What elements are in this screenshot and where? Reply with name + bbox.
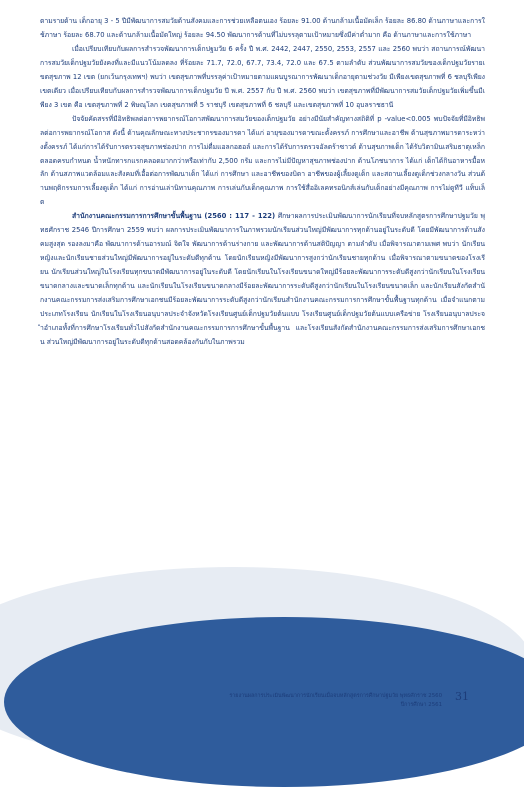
paragraph-obec-study xyxy=(40,210,485,350)
paragraph-text: ปัจจัยคัดสรรที่มีอิทธิพลต่อการพยากรณ์โอกาสพัฒนาการสมวัยของเด็กปฐมวัย อย่างมีนัยสำคัญทางสถิติที่ p -value<0.005 พบปัจจัยที่มีอิทธิพลต่อการพยากรณ์โอกาส ดังนี้ ด้านคุณลักษณะทางประชากรของมารดา ได้แก่ อายุของมารดาขณะตั้งครรภ์ การศึกษาและอาชีพ ด้านสุขภาพมารดาระหว่างตั้งครรภ์ ได้แก่การได้รับการตรวจสุขภาพช่องปาก การไม่ดื่มแอลกอฮอล์ และการได้รับการตรวจอัลตร้าซาวด์ ด้านสุขภาพเด็ก ได้รับวิตามินเสริมธาตุเหล็ก ตลอดครบกำหนด น้ำหนักทารกแรกคลอดมากกว่าหรือเท่ากับ 2,500 กรัม และการไม่มีปัญหาสุขภาพช่องปาก ด้านโภชนาการ ได้แก่ เด็กได้กินอาหารมื้อหลัก ด้านสภาพแวดล้อมและสังคมที่เอื้อต่อการพัฒนาเด็ก ได้แก่ การศึกษา และอาชีพของบิดา อาชีพของผู้เลี้ยงดูเด็ก และสถานเลี้ยงดูเด็กช่วงกลางวัน ส่วนด้านพฤติกรรมการเลี้ยงดูเด็ก ได้แก่ การอ่านเล่านิทานคุณภาพ การเล่นกับเด็กคุณภาพ การใช้สื่ออิเลคทรอนิกส์เล่นกับเด็กอย่างมีคุณภาพ การไม่ดูทีวี แท็บเล็ต xyxy=(40,114,485,207)
page-number: 31 xyxy=(455,690,469,703)
footer-academic-year: ปีการศึกษา 2561 xyxy=(400,702,442,708)
footer-report-title: รายงานผลการประเมินพัฒนาการนักเรียนเมื่อจบหลักสูตรการศึกษาปฐมวัย พุทธศักราช 2560 xyxy=(229,693,442,699)
paragraph-lead-citation: สำนักงานคณะกรรมการการศึกษาขั้นพื้นฐาน (2560 : 117 - 122) xyxy=(72,212,276,221)
paragraph-influencing-factors xyxy=(40,113,485,211)
body-text xyxy=(40,15,485,350)
paragraph-text: เมื่อเปรียบเทียบกับผลการสำรวจพัฒนาการเด็กปฐมวัย 6 ครั้ง ปี พ.ศ. 2442, 2447, 2550, 2553, 2557 และ 2560 พบว่า สถานการณ์พัฒนาการสมวัยเด็กปฐมวัยยังคงที่และมีแนวโน้มลดลง ที่ร้อยละ 71.7, 72.0, 67.7, 73.4, 72.0 และ 67.5 ตามลำดับ ส่วนพัฒนาการสมวัยของเด็กปฐมวัยรายเขตสุขภาพ 12 เขต (ยกเว้นกรุงเทพฯ) พบว่า เขตสุขภาพที่บรรลุค่าเป้าหมายตามแผนบูรณาการพัฒนาเด็กอายุตามช่วงวัย มีเพียงเขตสุขภาพที่ 6 ชลบุรีเพียงเขตเดียว เมื่อเปรียบเทียบกับผลการสำรวจพัฒนาการเด็กปฐมวัย ปี พ.ศ. 2557 กับ ปี พ.ศ. 2560 พบว่า เขตสุขภาพที่มีพัฒนาการสมวัยเด็กปฐมวัยเพิ่มขึ้นมีเพียง 3 เขต คือ เขตสุขภาพที่ 2 พิษณุโลก เขตสุขภาพที่ 5 ราชบุรี เขตสุขภาพที่ 6 ชลบุรี และเขตสุขภาพที่ 10 อุบลราชธานี xyxy=(40,44,485,109)
running-footer xyxy=(142,692,442,710)
paragraph-text: ตามรายด้าน เด็กอายุ 3 - 5 ปีมีพัฒนาการสมวัยด้านสังคมและการช่วยเหลือตนเอง ร้อยละ 91.00 ด้านกล้ามเนื้อมัดเล็ก ร้อยละ 86.80 ด้านภาษาและการใช้ภาษา ร้อยละ 68.70 และด้านกล้ามเนื้อมัดใหญ่ ร้อยละ 94.50 พัฒนาการด้านที่ไม่บรรลุตามเป้าหมายซึ่งมีค่าต่ำมาก คือ ด้านภาษาและการใช้ภาษา xyxy=(40,17,485,39)
paragraph-survey-comparison xyxy=(40,43,485,113)
paragraph-text: ศึกษาผลการประเมินพัฒนาการนักเรียนที่จบหลักสูตรการศึกษาปฐมวัย พุทธศักราช 2546 ปีการศึกษา 2559 พบว่า ผลการประเมินพัฒนาการในภาพรวมนักเรียนส่วนใหญ่มีพัฒนาการทุกด้านอยู่ในระดับดี โดยมีพัฒนาการด้านสังคมสูงสุด รองลงมาคือ พัฒนาการด้านอารมณ์ จิตใจ พัฒนาการด้านร่างกาย และพัฒนาการด้านสติปัญญา ตามลำดับ เมื่อพิจารณาตามเพศ พบว่า นักเรียนหญิงและนักเรียนชายส่วนใหญ่มีพัฒนาการอยู่ในระดับดีทุกด้าน โดยนักเรียนหญิงมีพัฒนาการสูงกว่านักเรียนชายทุกด้าน เมื่อพิจารณาตามขนาดของโรงเรียน นักเรียนส่วนใหญ่ในโรงเรียนทุกขนาดมีพัฒนาการอยู่ในระดับดี โดยนักเรียนในโรงเรียนขนาดใหญ่มีร้อยละพัฒนาการระดับดีสูงกว่านักเรียนในโรงเรียนขนาดกลางและขนาดเล็กทุกด้าน และนักเรียนในโรงเรียนขนาดกลางมีร้อยละพัฒนาการระดับดีสูงกว่านักเรียนในโรงเรียนขนาดเล็ก และนักเรียนสังกัดสำนักงานคณะกรรมการส่งเสริมการศึกษาเอกชนมีร้อยละพัฒนาการระดับดีสูงกว่านักเรียนสำนักงานคณะกรรมการการศึกษาขั้นพื้นฐานทุกด้าน เมื่อจำแนกตามประเภทโรงเรียน นักเรียนในโรงเรียนอนุบาลประจำจังหวัดโรงเรียนศูนย์เด็กปฐมวัยต้นแบบ โรงเรียนศูนย์เด็กปฐมวัยต้นแบบเครือข่าย โรงเรียนอนุบาลประจำอำเภอทั้งที่การศึกษาโรงเรียนทั่วไปสังกัดสำนักงานคณะกรรมการการศึกษาขั้นพื้นฐาน และโรงเรียนสังกัดสำนักงานคณะกรรมการส่งเสริมการศึกษาเอกชน ส่วนใหญ่มีพัฒนาการอยู่ในระดับดีทุกด้านสอดคล้องกันกับในภาพรวม xyxy=(40,212,486,346)
paragraph-development-by-domain xyxy=(40,15,485,43)
